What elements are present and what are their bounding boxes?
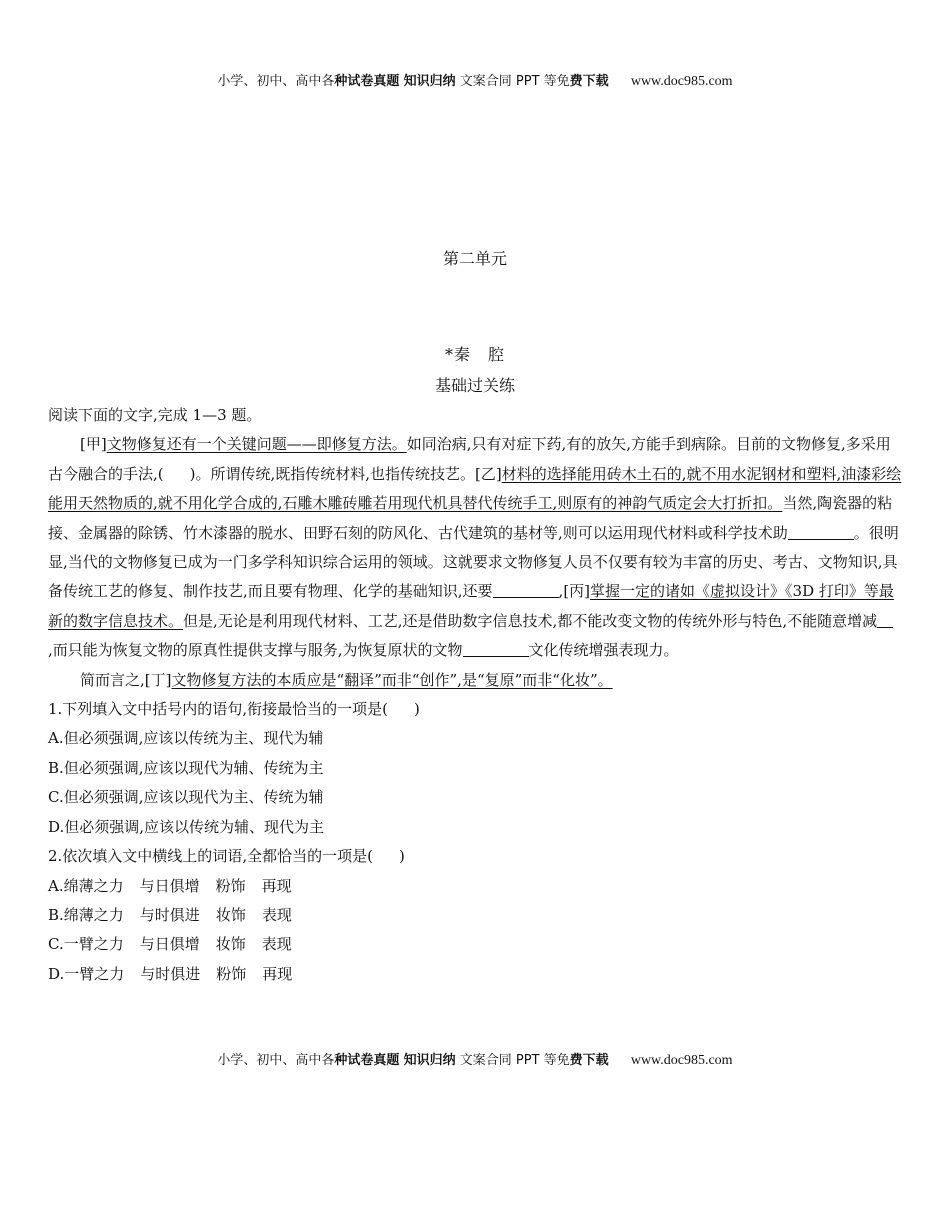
instruction: 阅读下面的文字,完成 1—3 题。 (48, 406, 262, 424)
header-text-2: 种试卷真题 (334, 74, 400, 89)
passage-text-6: ,而只能为恢复文物的原真性提供支撑与服务,为恢复原状的文物 (48, 641, 463, 660)
option-word: 表现 (261, 905, 292, 924)
fill-blank-2 (493, 582, 559, 598)
passage-text-8: 简而言之, (80, 670, 145, 689)
header-text-3: 知识归纳 (403, 74, 456, 89)
question-2-option-b (48, 901, 903, 930)
header-site-link[interactable]: www.doc985.com (630, 74, 733, 89)
question-2-close-paren: ) (398, 847, 405, 866)
option-word: 粉饰 (216, 964, 247, 983)
passage-paragraph-2 (48, 666, 903, 695)
question-1-stem (48, 695, 903, 724)
question-1-option-c: C.但必须强调,应该以现代为主、传统为辅 (48, 788, 324, 807)
header-text-7: 费下载 (569, 74, 609, 89)
option-word: 粉饰 (215, 876, 246, 895)
fill-blank-1 (788, 524, 854, 540)
option-word: 妆饰 (215, 935, 246, 954)
footer-text-2: 种试卷真题 (334, 1053, 400, 1068)
mark-jia: [甲] (80, 435, 107, 454)
mark-yi: [乙] (475, 464, 502, 483)
option-word: 与时俱进 (139, 905, 200, 924)
option-word: C.一臂之力 (48, 935, 124, 954)
question-2-option-a (48, 872, 903, 901)
passage-text-2: )。所谓传统,既指传统材料,也指传统技艺。 (189, 464, 476, 483)
mark-bing: ,[丙] (558, 582, 591, 601)
footer-text-1: 小学、初中、高中各 (217, 1053, 335, 1068)
underlined-sentence-jia: 文物修复还有一个关键问题——即修复方法。 (106, 435, 407, 454)
question-1-option-d: D.但必须强调,应该以传统为辅、现代为主 (48, 817, 325, 836)
question-1-text: 1.下列填入文中括号内的语句,衔接最恰当的一项是( (48, 700, 388, 719)
footer-text-4: 文案合同 (459, 1053, 512, 1068)
passage-text-1: 如同治病,只有对症下药,有的放矢,方能手到病除。目前的文物修复,多采用古今融合的手法,( (48, 435, 891, 483)
passage-paragraph-1 (48, 430, 903, 665)
option-word: 与时俱进 (140, 964, 201, 983)
document-body (48, 401, 903, 989)
fill-blank-4 (463, 641, 529, 657)
passage-text-4: 。很明显,当代的文物修复已成为一门多学科知识综合运用的领域。这就要求文物修复人员不仅要有较为丰富的历史、考古、文物知识,具备传统工艺的修复、制作技艺,而且要有物理、化学的基础知识,还要 (48, 523, 899, 601)
fill-blank-3 (877, 612, 893, 628)
option-word: 与日俱增 (139, 876, 200, 895)
question-2-stem (48, 842, 903, 871)
footer-text-5: PPT (515, 1053, 540, 1068)
question-1-option-a: A.但必须强调,应该以传统为主、现代为辅 (48, 729, 324, 748)
unit-title: 第二单元 (442, 249, 507, 268)
question-1-close-paren: ) (413, 700, 420, 719)
option-word: D.一臂之力 (48, 964, 125, 983)
underlined-sentence-bing: 掌握一定的诸如《虚拟设计》《3D 打印》等最新的数字信息技术。 (48, 582, 894, 630)
option-word: 妆饰 (215, 905, 246, 924)
mark-ding: [丁] (144, 670, 172, 689)
option-word: 与日俱增 (139, 935, 200, 954)
question-2-text: 2.依次填入文中横线上的词语,全都恰当的一项是( (48, 847, 373, 866)
underlined-sentence-ding: 文物修复方法的本质应是“翻译”而非“创作”,是“复原”而非“化妆”。 (171, 670, 613, 689)
page-header (0, 70, 950, 90)
question-1-option-b: B.但必须强调,应该以现代为辅、传统为主 (48, 758, 324, 777)
header-text-5: PPT (515, 74, 540, 89)
passage-text-5: 但是,无论是利用现代材料、工艺,还是借助数字信息技术,都不能改变文物的传统外形与特色,不能随意增减 (183, 611, 878, 630)
option-word: A.绵薄之力 (48, 876, 124, 895)
header-text-6: 等免 (543, 74, 570, 89)
option-word: B.绵薄之力 (48, 905, 124, 924)
question-2-option-c (48, 930, 903, 959)
page-footer (0, 1049, 950, 1069)
footer-site-link[interactable]: www.doc985.com (630, 1053, 733, 1068)
passage-text-3: 当然,陶瓷器的粘接、金属器的除锈、竹木漆器的脱水、田野石刻的防风化、古代建筑的基材等,则可以运用现代材料或科学技术助 (48, 494, 893, 542)
header-text-4: 文案合同 (459, 74, 512, 89)
section-title: 基础过关练 (434, 376, 515, 395)
footer-text-3: 知识归纳 (403, 1053, 456, 1068)
lesson-title: *秦 腔 (444, 345, 505, 364)
option-word: 表现 (261, 935, 292, 954)
question-2-option-d (48, 960, 903, 989)
passage-text-7: 文化传统增强表现力。 (528, 641, 679, 660)
option-word: 再现 (262, 964, 293, 983)
footer-text-7: 费下载 (569, 1053, 609, 1068)
footer-text-6: 等免 (543, 1053, 570, 1068)
underlined-sentence-yi: 材料的选择能用砖木土石的,就不用水泥钢材和塑料,油漆彩绘能用天然物质的,就不用化学合成的,石雕木雕砖雕若用现代机具替代传统手工,则原有的神韵气质定会大打折扣。 (48, 464, 902, 513)
option-word: 再现 (261, 876, 292, 895)
header-text-1: 小学、初中、高中各 (217, 74, 335, 89)
